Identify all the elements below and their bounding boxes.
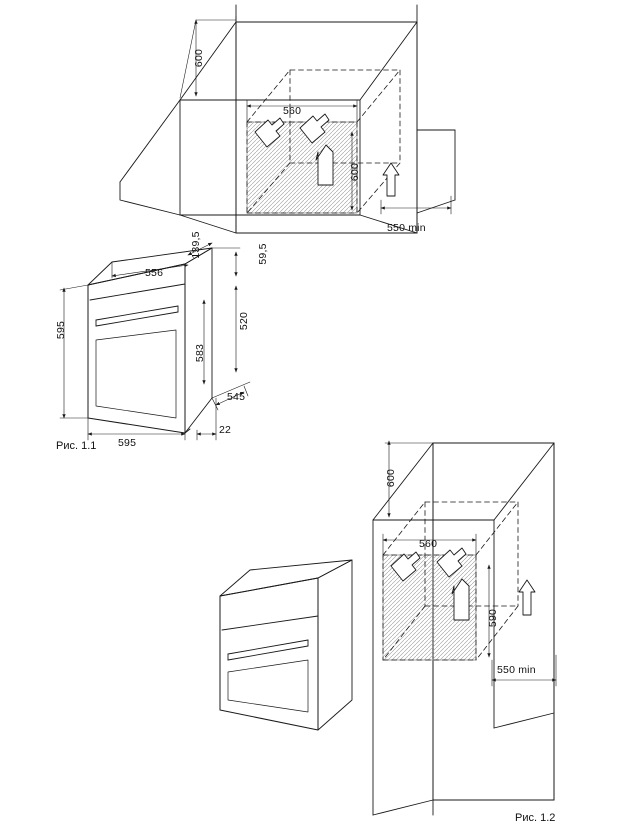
dim-fig2-niche-width-560: 560	[419, 538, 438, 550]
dim-fig2-niche-height-590: 590	[487, 608, 499, 628]
dim-fig1-oven-body-height-583: 583	[194, 343, 206, 363]
dim-fig1-oven-handle-depth-139-5: 139,5	[190, 231, 202, 259]
dim-fig1-niche-height-600: 600	[349, 162, 361, 182]
dim-fig1-niche-depth-600: 600	[193, 48, 205, 68]
fig2-oven-body	[220, 560, 352, 730]
dim-fig1-oven-width-595: 595	[118, 437, 137, 449]
dim-fig1-niche-width-560: 560	[283, 105, 302, 117]
dim-fig1-oven-height-595: 595	[55, 320, 67, 340]
dim-fig1-oven-depth-545: 545	[227, 391, 246, 403]
dim-fig1-oven-body-height-520: 520	[238, 311, 250, 331]
dim-fig2-niche-vent-550min: 550 min	[497, 664, 536, 676]
dim-fig1-oven-body-width-556: 556	[145, 267, 164, 279]
dim-fig1-oven-door-thickness-22: 22	[219, 424, 232, 436]
figure-label-1-1: Рис. 1.1	[56, 440, 97, 452]
dim-fig2-niche-depth-600: 600	[385, 468, 397, 488]
figure-label-1-2: Рис. 1.2	[515, 812, 556, 824]
dim-fig1-oven-top-offset-59-5: 59,5	[257, 243, 269, 265]
dim-fig1-niche-vent-550min: 550 min	[387, 222, 426, 234]
